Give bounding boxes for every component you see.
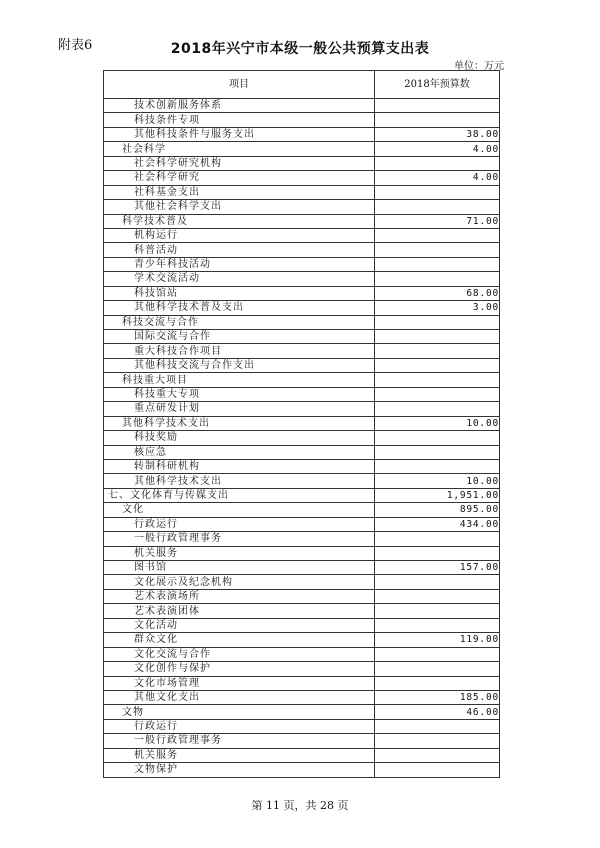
- row-amount: [375, 748, 500, 762]
- row-amount: [375, 243, 500, 257]
- row-amount: [375, 344, 500, 358]
- table-row: [104, 604, 500, 618]
- page-title: 2018年兴宁市本级一般公共预算支出表: [170, 41, 430, 57]
- row-amount: 68.00: [375, 286, 500, 300]
- unit-label: 单位：万元: [454, 61, 504, 72]
- row-item-name: 社科基金支出: [104, 185, 375, 199]
- row-item-name: 一般行政管理事务: [104, 532, 375, 546]
- row-item-name: 其他科学技术支出: [104, 474, 375, 488]
- row-amount: [375, 358, 500, 372]
- row-amount: [375, 445, 500, 459]
- table-row: [104, 142, 500, 156]
- row-item-name: 重大科技合作项目: [104, 344, 375, 358]
- table-row: [104, 748, 500, 762]
- table-row: [104, 99, 500, 113]
- row-item-name: 重点研发计划: [104, 402, 375, 416]
- row-item-name: 七、文化体育与传媒支出: [104, 488, 375, 502]
- table-row: [104, 719, 500, 733]
- row-amount: [375, 272, 500, 286]
- attachment-label: 附表6: [58, 38, 93, 53]
- row-item-name: 科技条件专项: [104, 113, 375, 127]
- table-row: [104, 662, 500, 676]
- table-row: [104, 257, 500, 271]
- row-item-name: 科学技术普及: [104, 214, 375, 228]
- row-amount: 38.00: [375, 127, 500, 141]
- table-row: [104, 431, 500, 445]
- row-amount: 46.00: [375, 705, 500, 719]
- row-item-name: 行政运行: [104, 719, 375, 733]
- row-item-name: 社会科学研究: [104, 171, 375, 185]
- row-item-name: 机关服务: [104, 748, 375, 762]
- row-item-name: 国际交流与合作: [104, 330, 375, 344]
- table-row: [104, 734, 500, 748]
- row-amount: [375, 185, 500, 199]
- row-item-name: 图书馆: [104, 561, 375, 575]
- row-amount: 10.00: [375, 474, 500, 488]
- budget-table: [103, 70, 500, 778]
- table-row: [104, 589, 500, 603]
- table-row: [104, 330, 500, 344]
- table-row: [104, 488, 500, 502]
- table-row: [104, 301, 500, 315]
- row-amount: [375, 647, 500, 661]
- table-row: [104, 373, 500, 387]
- row-amount: [375, 330, 500, 344]
- table-row: [104, 517, 500, 531]
- row-amount: 119.00: [375, 633, 500, 647]
- row-amount: 157.00: [375, 561, 500, 575]
- row-item-name: 文化展示及纪念机构: [104, 575, 375, 589]
- row-item-name: 学术交流活动: [104, 272, 375, 286]
- row-item-name: 群众文化: [104, 633, 375, 647]
- row-item-name: 转制科研机构: [104, 459, 375, 473]
- row-amount: [375, 618, 500, 632]
- table-row: [104, 532, 500, 546]
- row-item-name: 其他科学技术支出: [104, 416, 375, 430]
- table-row: [104, 459, 500, 473]
- row-amount: 3.00: [375, 301, 500, 315]
- table-row: [104, 387, 500, 401]
- table-row: [104, 358, 500, 372]
- row-amount: [375, 257, 500, 271]
- table-row: [104, 113, 500, 127]
- row-amount: 1,951.00: [375, 488, 500, 502]
- table-row: [104, 546, 500, 560]
- row-amount: [375, 589, 500, 603]
- row-amount: [375, 734, 500, 748]
- page-footer: 第 11 页，共 28 页: [251, 799, 349, 812]
- row-item-name: 文化创作与保护: [104, 662, 375, 676]
- row-item-name: 核应急: [104, 445, 375, 459]
- row-item-name: 科技重大专项: [104, 387, 375, 401]
- row-amount: [375, 315, 500, 329]
- row-item-name: 行政运行: [104, 517, 375, 531]
- row-amount: [375, 200, 500, 214]
- row-item-name: 一般行政管理事务: [104, 734, 375, 748]
- table-row: [104, 127, 500, 141]
- row-item-name: 其他科技条件与服务支出: [104, 127, 375, 141]
- table-row: [104, 633, 500, 647]
- row-item-name: 科普活动: [104, 243, 375, 257]
- row-amount: [375, 546, 500, 560]
- row-amount: 434.00: [375, 517, 500, 531]
- table-row: [104, 575, 500, 589]
- row-amount: [375, 228, 500, 242]
- row-item-name: 文化市场管理: [104, 676, 375, 690]
- row-item-name: 文化: [104, 503, 375, 517]
- table-row: [104, 474, 500, 488]
- row-amount: [375, 532, 500, 546]
- table-row: [104, 763, 500, 777]
- row-amount: [375, 604, 500, 618]
- table-row: [104, 286, 500, 300]
- row-item-name: 技术创新服务体系: [104, 99, 375, 113]
- table-row: [104, 705, 500, 719]
- row-amount: [375, 719, 500, 733]
- table-row: [104, 272, 500, 286]
- row-amount: [375, 459, 500, 473]
- row-amount: [375, 662, 500, 676]
- table-row: [104, 503, 500, 517]
- table-row: [104, 315, 500, 329]
- row-amount: [375, 575, 500, 589]
- row-item-name: 其他文化支出: [104, 690, 375, 704]
- row-item-name: 其他科技交流与合作支出: [104, 358, 375, 372]
- table-row: [104, 156, 500, 170]
- row-amount: 4.00: [375, 142, 500, 156]
- table-row: [104, 185, 500, 199]
- row-amount: 4.00: [375, 171, 500, 185]
- table-row: [104, 445, 500, 459]
- row-item-name: 社会科学: [104, 142, 375, 156]
- row-item-name: 其他社会科学支出: [104, 200, 375, 214]
- column-header-item: 项目: [104, 71, 375, 99]
- row-amount: [375, 402, 500, 416]
- row-item-name: 文物保护: [104, 763, 375, 777]
- table-row: [104, 561, 500, 575]
- table-row: [104, 690, 500, 704]
- row-amount: 71.00: [375, 214, 500, 228]
- row-amount: 185.00: [375, 690, 500, 704]
- row-amount: [375, 431, 500, 445]
- table-row: [104, 200, 500, 214]
- row-item-name: 文化活动: [104, 618, 375, 632]
- table-row: [104, 647, 500, 661]
- row-amount: [375, 676, 500, 690]
- row-item-name: 社会科学研究机构: [104, 156, 375, 170]
- row-item-name: 科技奖励: [104, 431, 375, 445]
- row-item-name: 科技交流与合作: [104, 315, 375, 329]
- row-item-name: 文化交流与合作: [104, 647, 375, 661]
- row-item-name: 青少年科技活动: [104, 257, 375, 271]
- row-item-name: 文物: [104, 705, 375, 719]
- table-row: [104, 344, 500, 358]
- table-row: [104, 243, 500, 257]
- row-amount: [375, 156, 500, 170]
- row-amount: [375, 113, 500, 127]
- column-header-budget: 2018年预算数: [375, 71, 500, 99]
- row-item-name: 艺术表演场所: [104, 589, 375, 603]
- row-amount: [375, 99, 500, 113]
- row-item-name: 科技重大项目: [104, 373, 375, 387]
- row-item-name: 机构运行: [104, 228, 375, 242]
- table-row: [104, 228, 500, 242]
- table-row: [104, 171, 500, 185]
- row-item-name: 其他科学技术普及支出: [104, 301, 375, 315]
- row-amount: [375, 387, 500, 401]
- row-amount: [375, 373, 500, 387]
- row-item-name: 机关服务: [104, 546, 375, 560]
- table-row: [104, 416, 500, 430]
- row-amount: 10.00: [375, 416, 500, 430]
- table-row: [104, 618, 500, 632]
- row-item-name: 艺术表演团体: [104, 604, 375, 618]
- table-row: [104, 402, 500, 416]
- table-header-row: [104, 71, 500, 99]
- row-amount: 895.00: [375, 503, 500, 517]
- row-item-name: 科技馆站: [104, 286, 375, 300]
- table-row: [104, 214, 500, 228]
- row-amount: [375, 763, 500, 777]
- table-row: [104, 676, 500, 690]
